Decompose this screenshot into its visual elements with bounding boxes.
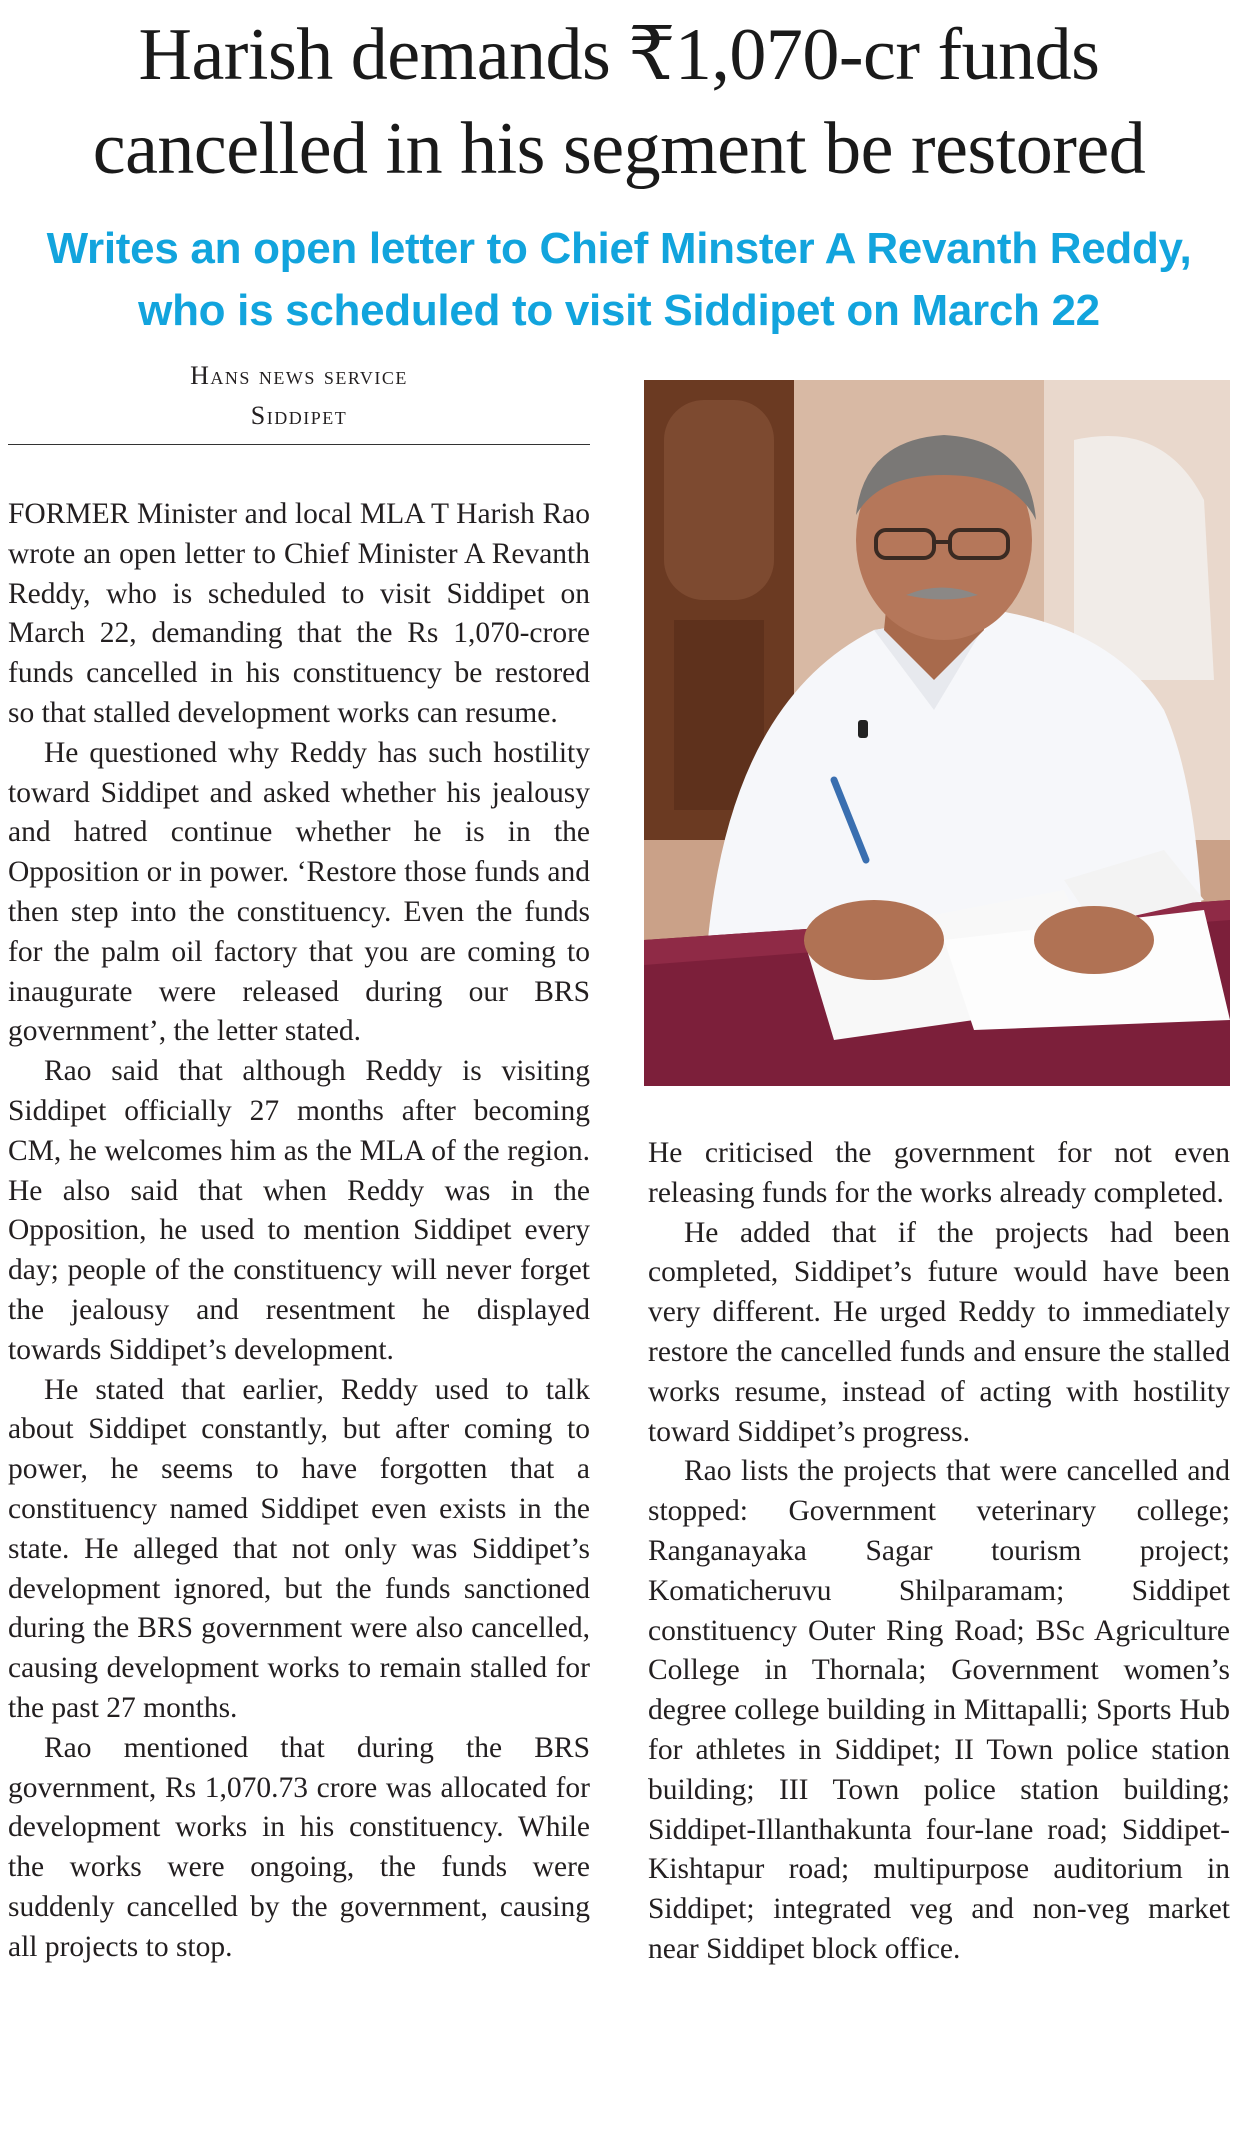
- article-body-right-column: [648, 1134, 1230, 2130]
- byline-agency: Hans news service: [190, 361, 408, 390]
- body-paragraph: Rao lists the projects that were cancelled and stopped: Government veterinary college; Ranganayaka Sagar tourism project; Komaticheruvu Shilparamam; Siddipet constituency Outer Ring Road; BSc Agriculture College in Thornala; Government women’s degree college building in Mittapalli; Sports Hub for athletes in Siddipet; II Town police station building; III Town police station building; Siddipet-Illanthakunta four-lane road; Siddipet-Kishtapur road; multipurpose auditorium in Siddipet; integrated veg and non-veg market near Siddipet block office.: [648, 1455, 1230, 1965]
- body-paragraph: He added that if the projects had been completed, Siddipet’s future would have been very different. He urged Reddy to immediately restore the cancelled funds and ensure the stalled works resume, instead of acting with hostility toward Siddipet’s progress.: [648, 1216, 1230, 1448]
- body-paragraph: He stated that earlier, Reddy used to talk about Siddipet constantly, but after coming to power, he seems to have forgotten that a constituency named Siddipet even exists in the state. He alleged that not only was Siddipet’s development ignored, but the funds sanctioned during the BRS government were also cancelled, causing development works to remain stalled for the past 27 months.: [8, 1373, 590, 1724]
- byline: [8, 356, 590, 436]
- article-body-left-column: [8, 495, 590, 2130]
- headline-line: Harish demands ₹1,070-cr funds: [138, 14, 1100, 96]
- subheadline-line: Writes an open letter to Chief Minster A Revanth Reddy,: [46, 224, 1192, 273]
- subheadline: [0, 218, 1238, 342]
- body-paragraph: Rao mentioned that during the BRS government, Rs 1,070.73 crore was allocated for development works in his constituency. While the works were ongoing, the funds were suddenly cancelled by the government, causing all projects to stop.: [8, 1731, 590, 1963]
- byline-dateline: Siddipet: [250, 401, 348, 430]
- body-paragraph: He criticised the government for not even releasing funds for the works already completed.: [648, 1137, 1230, 1209]
- body-paragraph: FORMER Minister and local MLA T Harish Rao wrote an open letter to Chief Minister A Revanth Reddy, who is scheduled to visit Siddipet on March 22, demanding that the Rs 1,070-crore funds cancelled in his constituency be restored so that stalled development works can resume.: [8, 498, 590, 729]
- headline-line: cancelled in his segment be restored: [92, 108, 1146, 190]
- byline-divider: [8, 444, 590, 445]
- body-paragraph: He questioned why Reddy has such hostility toward Siddipet and asked whether his jealousy and hatred continue whether he is in the Opposition or in power. ‘Restore those funds and then step into the constituency. Even the funds for the palm oil factory that you are coming to inaugurate were released during our BRS government’, the letter stated.: [8, 736, 590, 1048]
- headline: [0, 8, 1238, 196]
- article-photo: [644, 380, 1230, 1086]
- subheadline-line: who is scheduled to visit Siddipet on March 22: [138, 286, 1100, 335]
- body-paragraph: Rao said that although Reddy is visiting Siddipet officially 27 months after becoming CM, he welcomes him as the MLA of the region. He also said that when Reddy was in the Opposition, he used to mention Siddipet every day; people of the constituency will never forget the jealousy and resentment he displayed towards Siddipet’s development.: [8, 1055, 590, 1366]
